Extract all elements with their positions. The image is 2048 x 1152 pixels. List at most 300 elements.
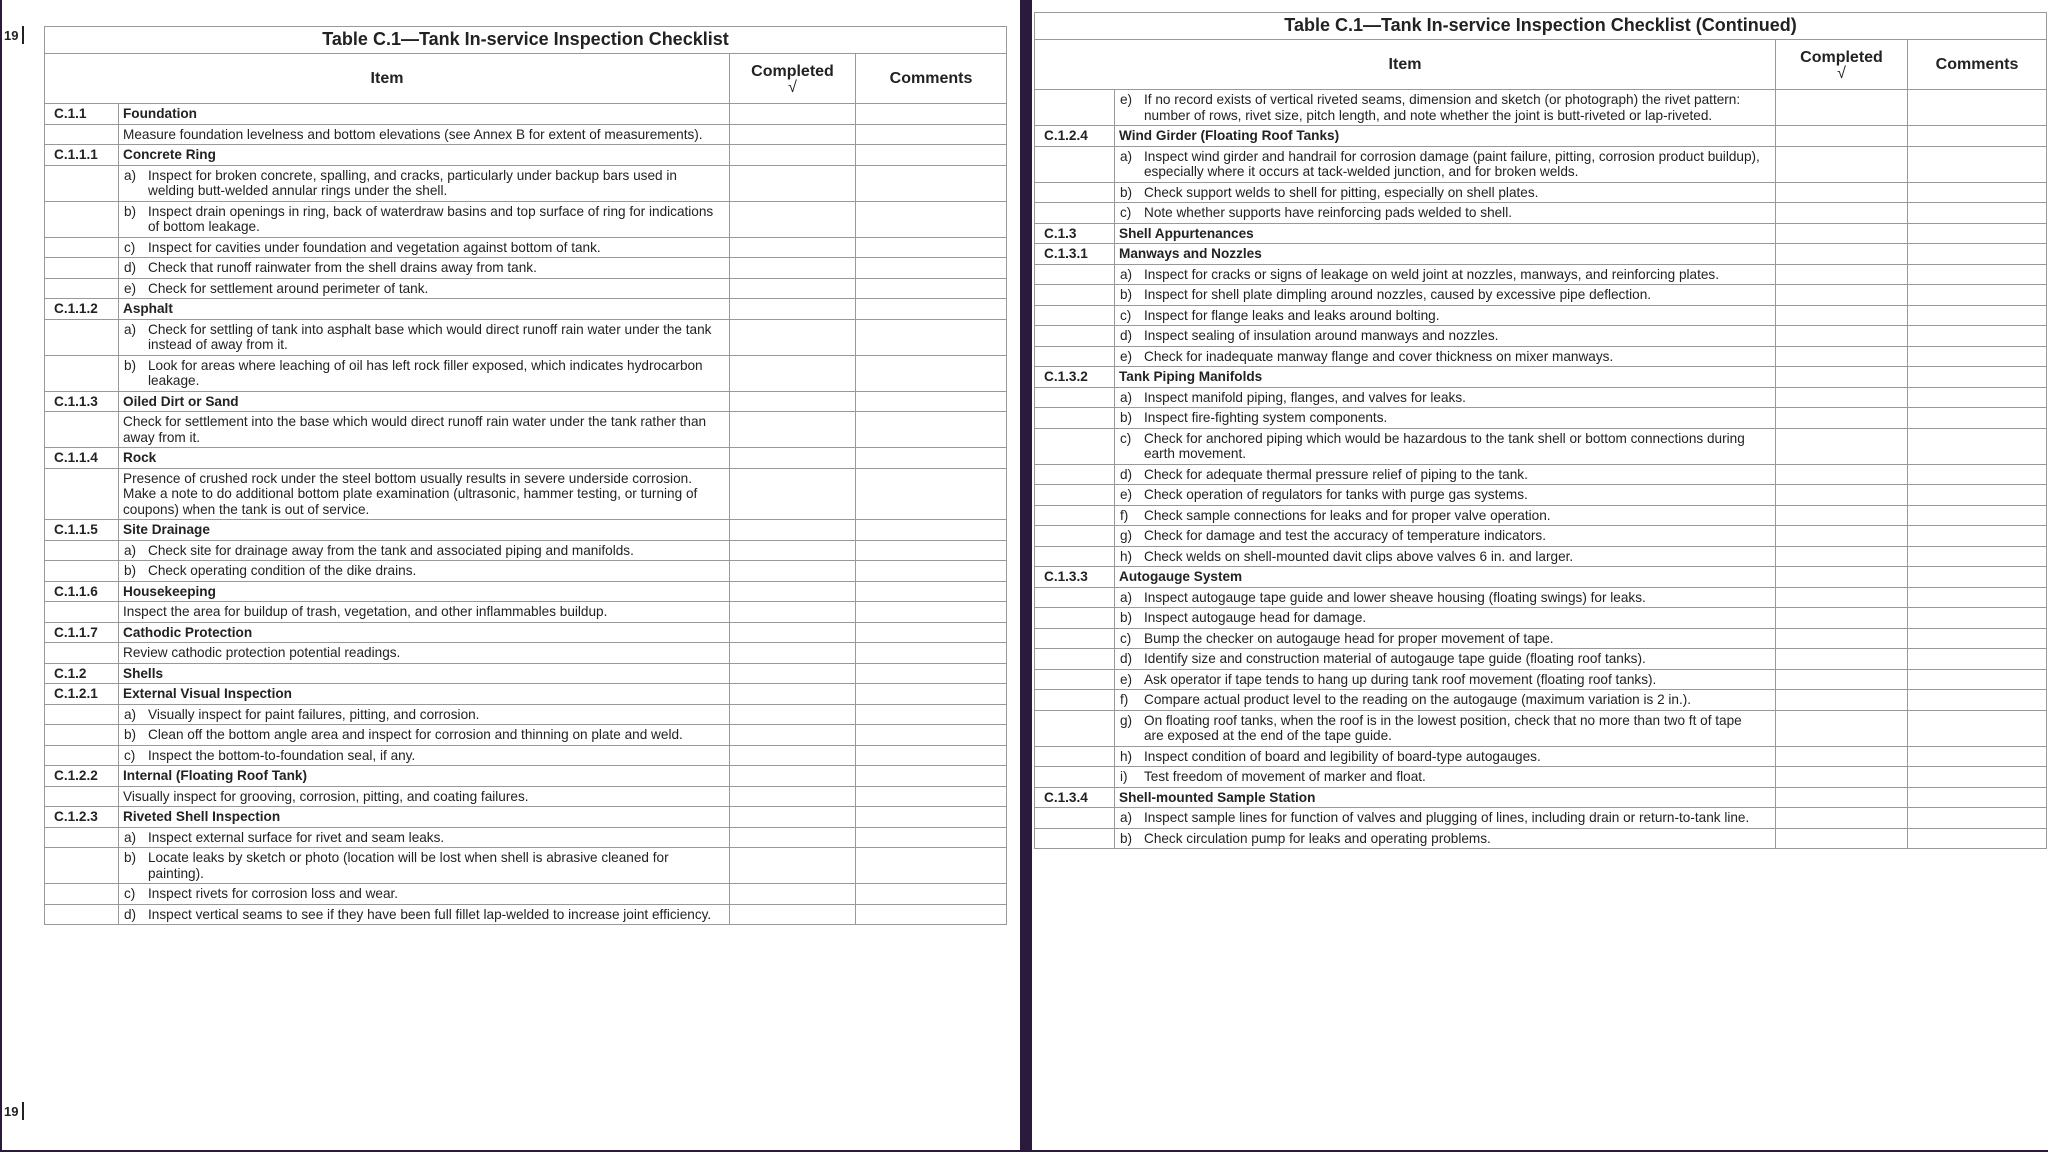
checklist-table-right [1034,12,2047,849]
item-text: Visually inspect for paint failures, pitting, and corrosion. [148,706,480,722]
comments-cell[interactable] [1908,367,2047,388]
item-description: Wind Girder (Floating Roof Tanks) [1115,126,1776,147]
item-letter: c) [1120,630,1132,646]
completed-cell[interactable] [1776,649,1908,670]
comments-cell[interactable] [1908,746,2047,767]
comments-cell[interactable] [856,468,1007,520]
item-text: Inspect manifold piping, flanges, and valves for leaks. [1144,389,1466,405]
item-number [45,786,119,807]
item-number [1035,808,1115,829]
comments-cell[interactable] [1908,408,2047,429]
comments-cell[interactable] [1908,90,2047,126]
item-letter: e) [1120,92,1133,107]
item-number: C.1.2.4 [1035,126,1115,147]
comments-cell[interactable] [1908,326,2047,347]
checklist-row [45,786,1007,807]
item-text-block [1119,672,1765,688]
item-number: C.1.1.2 [45,299,119,320]
item-text: Check support welds to shell for pitting, especially on shell plates. [1144,184,1539,200]
item-description: Tank Piping Manifolds [1115,367,1776,388]
left-page [2,0,1020,1150]
item-text-block [1119,692,1765,708]
item-description [119,704,730,725]
comments-cell[interactable] [1908,485,2047,506]
comments-cell[interactable] [856,766,1007,787]
item-letter: c) [1120,307,1132,323]
completed-cell[interactable] [730,355,856,391]
item-description [1115,387,1776,408]
item-number [45,848,119,884]
completed-cell[interactable] [730,766,856,787]
completed-cell[interactable] [1776,567,1908,588]
item-number: C.1.1.3 [45,391,119,412]
item-text: Note whether supports have reinforcing pads welded to shell. [1144,205,1513,220]
comments-cell[interactable] [1908,787,2047,808]
completed-cell[interactable] [730,622,856,643]
completed-cell[interactable] [1776,628,1908,649]
item-number: C.1.2.1 [45,684,119,705]
item-text: Ask operator if tape tends to hang up during tank roof movement (floating roof tanks). [1144,671,1657,687]
completed-cell[interactable] [730,725,856,746]
checklist-row [1035,505,2047,526]
comments-cell[interactable] [1908,546,2047,567]
item-description: Housekeeping [119,581,730,602]
comments-cell[interactable] [856,201,1007,237]
comments-cell[interactable] [856,412,1007,448]
comments-cell[interactable] [856,448,1007,469]
item-text-block [123,886,719,902]
completed-header-label: Completed [751,62,834,80]
item-description: External Visual Inspection [119,684,730,705]
completed-cell[interactable] [1776,367,1908,388]
comments-cell[interactable] [1908,767,2047,788]
checklist-row [1035,203,2047,224]
completed-cell[interactable] [730,807,856,828]
completed-cell[interactable] [1776,203,1908,224]
item-letter: h) [1120,748,1133,764]
completed-cell[interactable] [730,745,856,766]
completed-cell[interactable] [730,391,856,412]
comments-cell[interactable] [1908,223,2047,244]
item-text-block [1119,590,1765,606]
completed-cell[interactable] [1776,126,1908,147]
completed-cell[interactable] [1776,669,1908,690]
completed-cell[interactable] [730,884,856,905]
completed-cell[interactable] [1776,546,1908,567]
item-number [45,201,119,237]
completed-cell[interactable] [1776,346,1908,367]
completed-cell[interactable] [730,448,856,469]
completed-cell[interactable] [1776,587,1908,608]
comments-cell[interactable] [856,786,1007,807]
item-text-block [123,830,719,846]
comments-cell[interactable] [1908,628,2047,649]
completed-cell[interactable] [730,258,856,279]
comments-cell[interactable] [1908,608,2047,629]
item-number [45,237,119,258]
item-number [45,355,119,391]
item-number [1035,182,1115,203]
item-text: Inspect autogauge head for damage. [1144,610,1367,625]
item-description: Oiled Dirt or Sand [119,391,730,412]
item-text-block [123,358,719,389]
item-letter: a) [1120,589,1133,605]
checklist-row [45,643,1007,664]
completed-cell[interactable] [1776,387,1908,408]
item-text: Inspect fire-fighting system components. [1144,410,1388,425]
comments-cell[interactable] [856,299,1007,320]
item-number [1035,264,1115,285]
item-text: Inspect for broken concrete, spalling, and cracks, particularly under backup bars used in welding butt-welded annular rings under the shell. [148,167,677,198]
comments-cell[interactable] [856,237,1007,258]
comments-cell[interactable] [856,848,1007,884]
item-number [1035,828,1115,849]
item-description [1115,649,1776,670]
completed-cell[interactable] [730,540,856,561]
comments-cell[interactable] [1908,146,2047,182]
completed-cell[interactable] [1776,90,1908,126]
item-text: Check for settling of tank into asphalt base which would direct runoff rain water under the tank instead of away from it. [148,321,712,352]
item-number [1035,526,1115,547]
item-number [45,827,119,848]
comments-cell[interactable] [856,745,1007,766]
section-row [45,766,1007,787]
item-letter: d) [124,906,137,922]
completed-cell[interactable] [730,145,856,166]
completed-cell[interactable] [730,468,856,520]
item-number [1035,408,1115,429]
item-number: C.1.1.4 [45,448,119,469]
item-number [45,468,119,520]
item-text: Inspect rivets for corrosion loss and wear. [148,886,399,901]
item-description [119,278,730,299]
item-number [1035,587,1115,608]
item-text: Check that runoff rainwater from the shell drains away from tank. [148,260,537,275]
checklist-body-right [1035,90,2047,849]
checklist-row [1035,264,2047,285]
item-text: Check for settlement around perimeter of tank. [148,280,429,296]
comments-cell[interactable] [856,827,1007,848]
comments-cell[interactable] [1908,244,2047,265]
item-text: Inspect for cavities under foundation and vegetation against bottom of tank. [148,239,601,255]
checklist-row [1035,767,2047,788]
item-text-block [1119,431,1765,462]
section-row [45,581,1007,602]
item-number: C.1.3 [1035,223,1115,244]
item-number: C.1.3.3 [1035,567,1115,588]
item-text: Identify size and construction material of autogauge tape guide (floating roof tanks). [1144,651,1646,666]
completed-cell[interactable] [730,165,856,201]
comments-cell[interactable] [856,725,1007,746]
comments-cell[interactable] [1908,464,2047,485]
item-description [1115,146,1776,182]
comments-cell[interactable] [856,904,1007,925]
item-text: Test freedom of movement of marker and float. [1144,769,1426,784]
completed-cell[interactable] [730,201,856,237]
completed-cell[interactable] [1776,746,1908,767]
item-letter: b) [124,563,137,578]
item-number [45,725,119,746]
completed-cell[interactable] [1776,408,1908,429]
item-description [119,884,730,905]
item-description: Concrete Ring [119,145,730,166]
section-row [45,520,1007,541]
completed-cell[interactable] [1776,526,1908,547]
comments-cell[interactable] [856,622,1007,643]
comments-cell[interactable] [856,884,1007,905]
completed-cell[interactable] [730,319,856,355]
item-description: Rock [119,448,730,469]
completed-cell[interactable] [730,237,856,258]
comments-cell[interactable] [1908,387,2047,408]
item-text-block [123,850,719,881]
checklist-row [1035,326,2047,347]
item-description [119,904,730,925]
item-text-block [1119,508,1765,524]
item-letter: d) [124,260,137,275]
completed-header [730,54,856,104]
comments-cell[interactable] [856,704,1007,725]
completed-cell[interactable] [730,643,856,664]
item-number [45,124,119,145]
item-text-block [1119,769,1765,785]
comments-cell[interactable] [1908,567,2047,588]
comments-cell[interactable] [856,663,1007,684]
comments-cell[interactable] [1908,587,2047,608]
checklist-row [45,704,1007,725]
completed-cell[interactable] [730,602,856,623]
item-description: Review cathodic protection potential readings. [119,643,730,664]
completed-cell[interactable] [1776,710,1908,746]
section-row [45,145,1007,166]
completed-cell[interactable] [1776,485,1908,506]
item-description [119,540,730,561]
item-text-block [123,563,719,579]
item-number [1035,690,1115,711]
comments-cell[interactable] [1908,182,2047,203]
completed-cell[interactable] [730,520,856,541]
item-letter: a) [124,829,137,845]
checkmark-icon: √ [788,78,797,96]
comments-cell[interactable] [856,520,1007,541]
item-number [45,561,119,582]
comments-cell[interactable] [1908,264,2047,285]
checklist-row [1035,546,2047,567]
completed-cell[interactable] [730,104,856,125]
completed-cell[interactable] [1776,428,1908,464]
item-text-block [123,204,719,235]
completed-cell[interactable] [1776,182,1908,203]
completed-cell[interactable] [730,904,856,925]
comments-cell[interactable] [856,278,1007,299]
checklist-table-left-wrap [44,26,1006,925]
completed-cell[interactable] [730,663,856,684]
comments-cell[interactable] [856,643,1007,664]
section-row [1035,567,2047,588]
item-number [45,745,119,766]
checklist-row [1035,285,2047,306]
item-description [1115,608,1776,629]
page-number-bottom: 19 [4,1102,24,1120]
checklist-row [1035,608,2047,629]
comments-cell[interactable] [1908,710,2047,746]
completed-cell[interactable] [730,786,856,807]
comments-cell[interactable] [1908,649,2047,670]
item-description [1115,546,1776,567]
comments-cell[interactable] [856,540,1007,561]
completed-cell[interactable] [1776,146,1908,182]
comments-cell[interactable] [856,124,1007,145]
item-text-block [1119,631,1765,647]
item-letter: c) [124,239,136,255]
item-letter: a) [1120,389,1133,405]
item-description [119,355,730,391]
item-text: Check circulation pump for leaks and operating problems. [1144,830,1491,846]
item-number [1035,485,1115,506]
completed-cell[interactable] [1776,608,1908,629]
item-number [1035,710,1115,746]
comments-cell[interactable] [1908,808,2047,829]
completed-cell[interactable] [730,827,856,848]
item-number: C.1.2.2 [45,766,119,787]
item-text: Inspect vertical seams to see if they have been full fillet lap-welded to increase joint efficiency. [148,906,712,922]
item-number: C.1.1 [45,104,119,125]
item-text-block [1119,185,1765,201]
item-text-block [1119,308,1765,324]
checklist-row [1035,710,2047,746]
completed-cell[interactable] [730,704,856,725]
checklist-row [45,237,1007,258]
item-number [45,540,119,561]
completed-cell[interactable] [1776,808,1908,829]
completed-cell[interactable] [1776,244,1908,265]
item-number [1035,203,1115,224]
checklist-row [45,124,1007,145]
comments-cell[interactable] [856,104,1007,125]
item-letter: b) [124,850,137,865]
completed-cell[interactable] [1776,828,1908,849]
completed-cell[interactable] [730,278,856,299]
completed-cell[interactable] [1776,787,1908,808]
section-row [45,391,1007,412]
section-row [1035,787,2047,808]
completed-cell[interactable] [1776,305,1908,326]
completed-cell[interactable] [730,848,856,884]
comments-cell[interactable] [1908,428,2047,464]
comments-cell[interactable] [1908,203,2047,224]
item-text-block [123,907,719,923]
completed-cell[interactable] [1776,464,1908,485]
item-description: Autogauge System [1115,567,1776,588]
completed-cell[interactable] [730,412,856,448]
comments-cell[interactable] [1908,669,2047,690]
completed-cell[interactable] [730,299,856,320]
item-text-block [1119,149,1765,180]
item-text-block [123,168,719,199]
checklist-row [45,319,1007,355]
completed-cell[interactable] [730,684,856,705]
item-description [119,827,730,848]
section-row [45,807,1007,828]
item-description: Manways and Nozzles [1115,244,1776,265]
checklist-row [1035,587,2047,608]
item-letter: b) [124,727,137,742]
comments-cell[interactable] [856,165,1007,201]
comments-cell[interactable] [1908,305,2047,326]
comments-cell[interactable] [1908,126,2047,147]
comments-cell[interactable] [856,684,1007,705]
item-text-block [1119,610,1765,626]
comments-cell[interactable] [856,391,1007,412]
completed-cell[interactable] [1776,326,1908,347]
item-letter: a) [124,167,137,183]
item-text: Check for damage and test the accuracy of temperature indicators. [1144,528,1546,543]
completed-cell[interactable] [730,124,856,145]
item-description [1115,808,1776,829]
item-letter: b) [1120,184,1133,200]
checklist-row [45,258,1007,279]
completed-cell[interactable] [1776,767,1908,788]
comments-cell[interactable] [856,602,1007,623]
comments-cell[interactable] [1908,526,2047,547]
comments-cell[interactable] [1908,346,2047,367]
item-description [1115,408,1776,429]
section-row [1035,244,2047,265]
item-text-block [1119,349,1765,365]
completed-cell[interactable] [1776,223,1908,244]
item-description [119,561,730,582]
item-letter: b) [1120,287,1133,302]
item-number: C.1.1.5 [45,520,119,541]
item-text: Inspect wind girder and handrail for corrosion damage (paint failure, pitting, corrosion product buildup), especially where it occurs at tack-welded junction, and for broken welds. [1144,148,1760,179]
checklist-table-right-wrap [1034,12,2046,849]
completed-cell[interactable] [1776,285,1908,306]
item-text-block [1119,831,1765,847]
item-text-block [1119,410,1765,426]
comments-cell[interactable] [856,561,1007,582]
table-title-continued: Table C.1—Tank In-service Inspection Checklist (Continued) [1034,12,2047,39]
item-description [119,165,730,201]
comments-header: Comments [856,54,1007,104]
completed-cell[interactable] [1776,505,1908,526]
comments-cell[interactable] [856,581,1007,602]
comments-cell[interactable] [1908,505,2047,526]
completed-cell[interactable] [1776,690,1908,711]
checklist-row [1035,90,2047,126]
comments-cell[interactable] [856,319,1007,355]
comments-cell[interactable] [856,807,1007,828]
comments-cell[interactable] [856,355,1007,391]
item-description: Visually inspect for grooving, corrosion, pitting, and coating failures. [119,786,730,807]
item-number [1035,746,1115,767]
comments-cell[interactable] [1908,690,2047,711]
item-number [1035,346,1115,367]
item-description [1115,746,1776,767]
completed-cell[interactable] [730,581,856,602]
comments-cell[interactable] [1908,285,2047,306]
item-description: Internal (Floating Roof Tank) [119,766,730,787]
completed-cell[interactable] [730,561,856,582]
item-description [1115,767,1776,788]
checklist-row [45,165,1007,201]
comments-cell[interactable] [1908,828,2047,849]
comments-cell[interactable] [856,258,1007,279]
item-description [119,848,730,884]
checklist-row [1035,485,2047,506]
comments-cell[interactable] [856,145,1007,166]
completed-cell[interactable] [1776,264,1908,285]
item-letter: g) [1120,712,1133,728]
